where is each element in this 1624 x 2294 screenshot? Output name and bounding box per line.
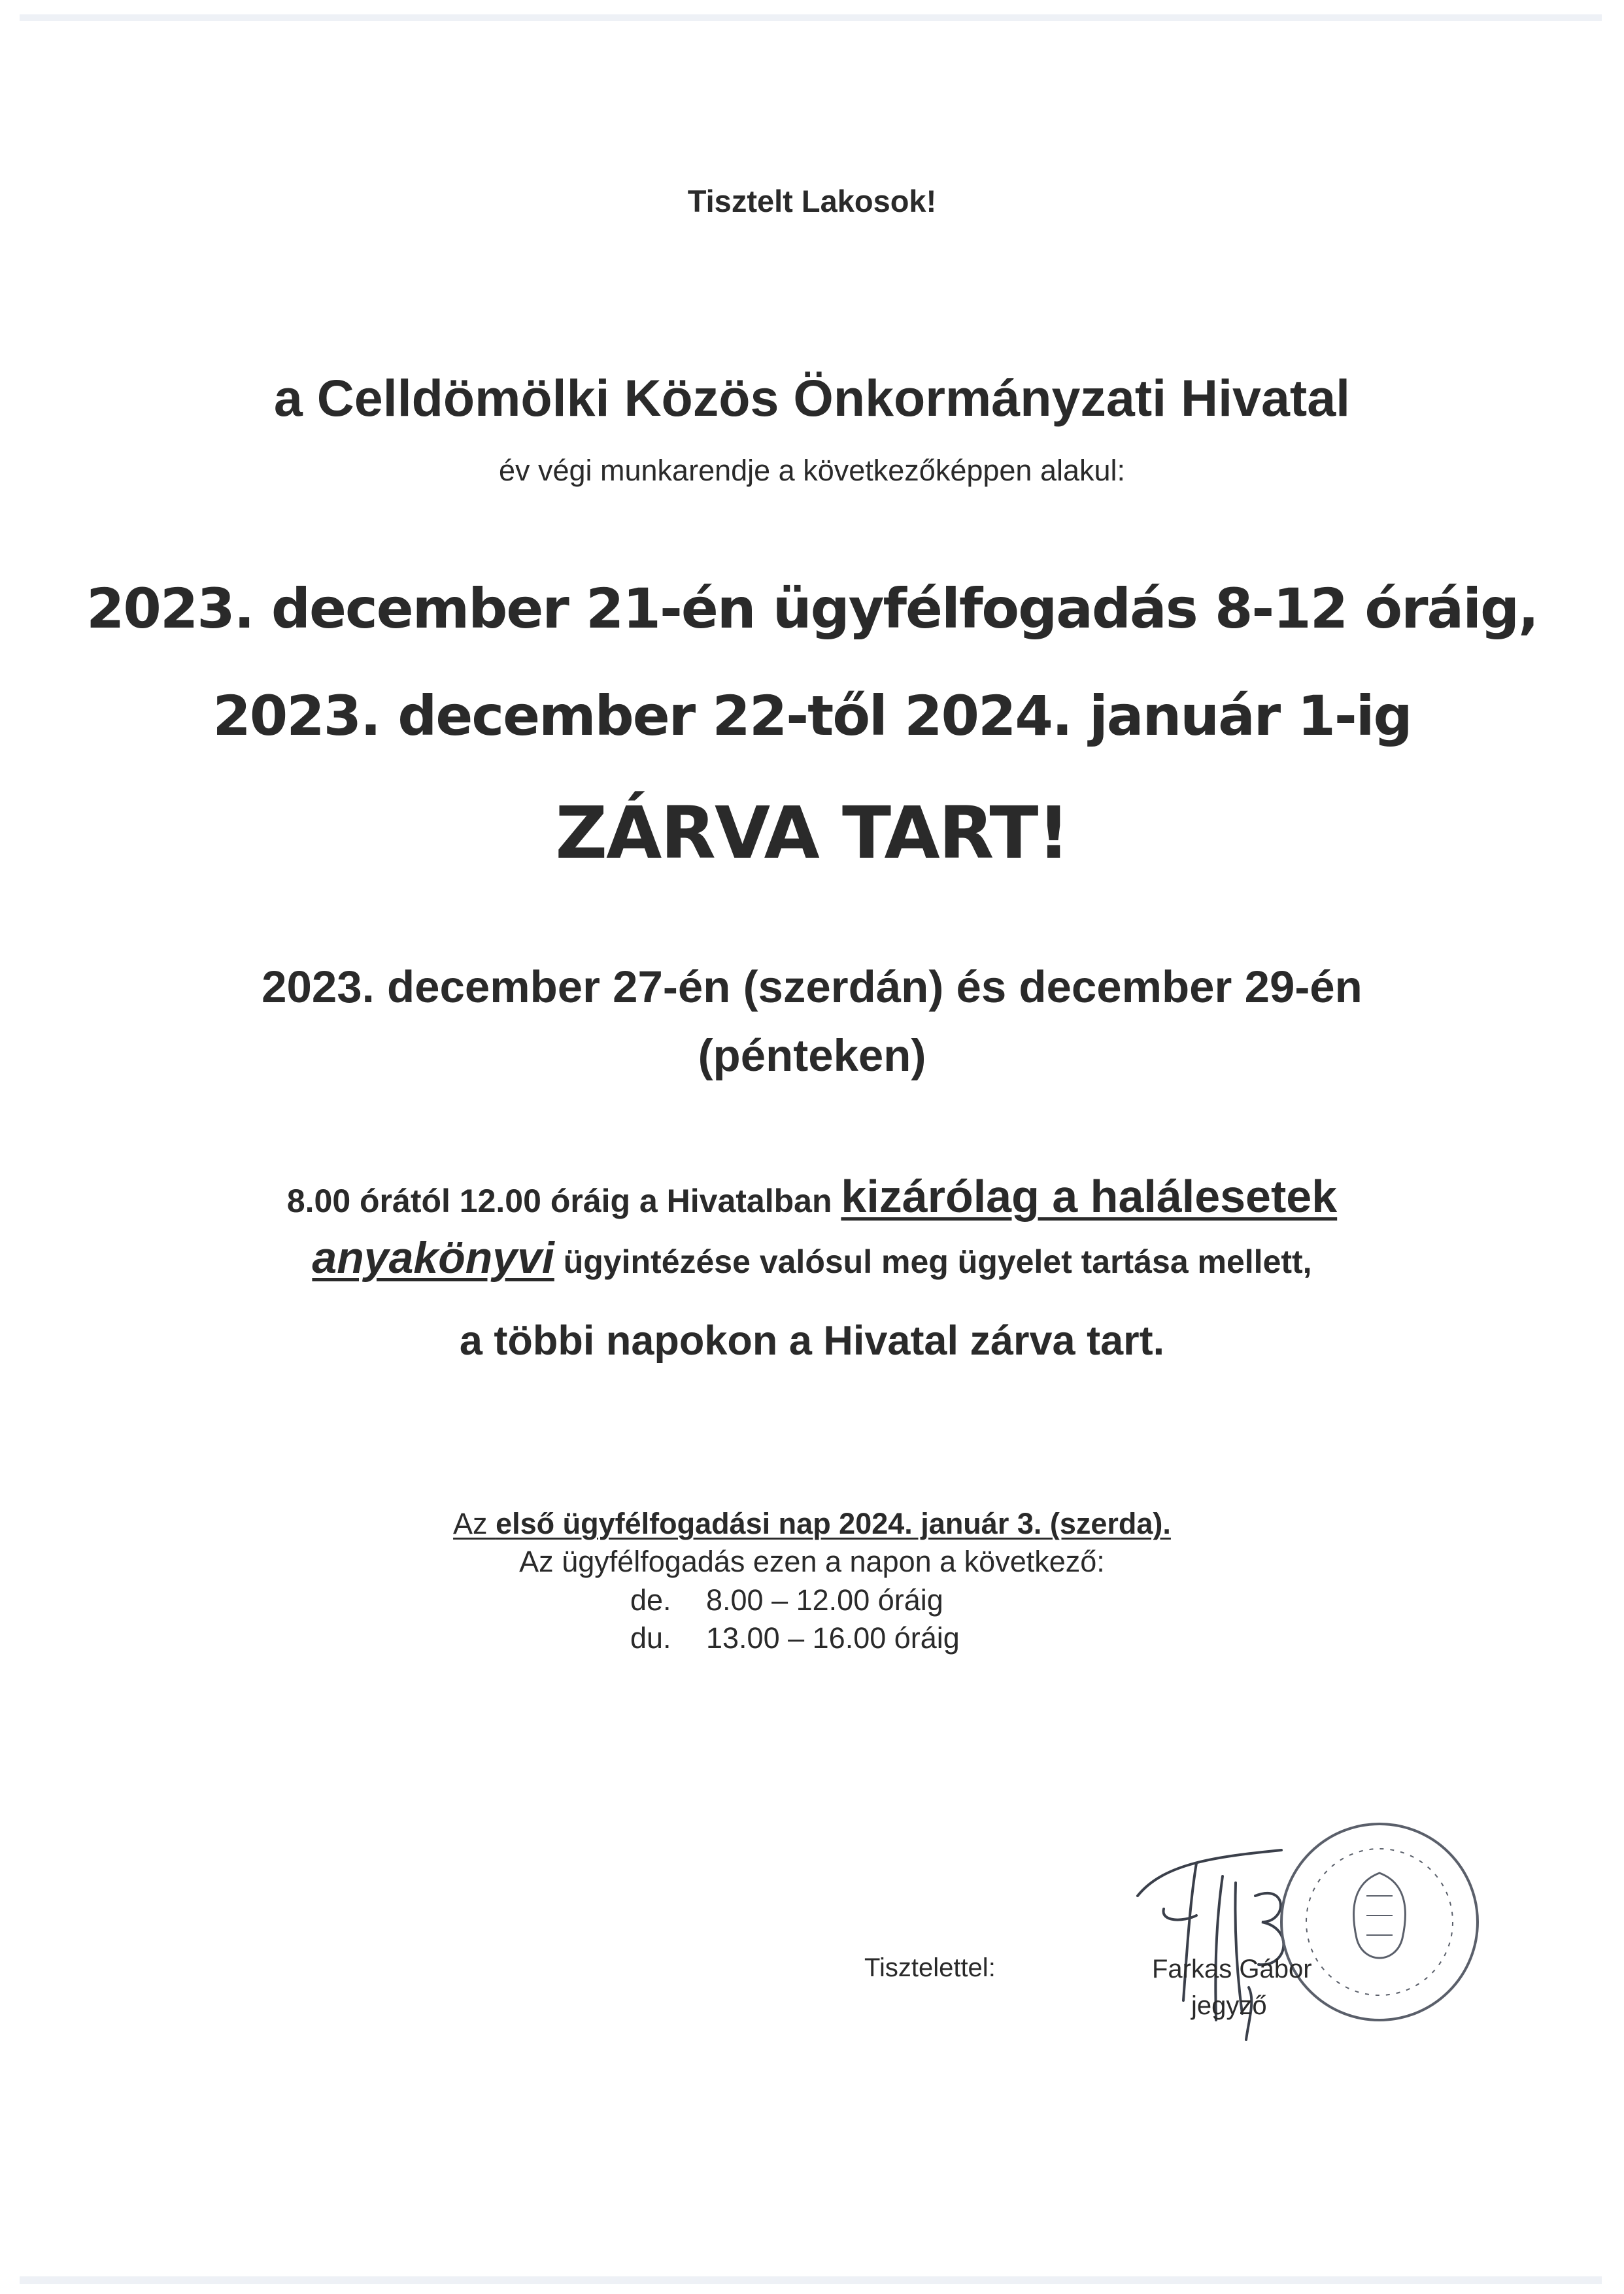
hours-intro: Az ügyfélfogadás ezen a napon a következő: [519, 1545, 1105, 1578]
first-day-notice [0, 1507, 1624, 1541]
first-day-text: első ügyfélfogadási nap 2024. január 3. (szerda). [496, 1507, 1171, 1540]
office-name: a Celldömölki Közös Önkormányzati Hivatal [273, 369, 1351, 427]
duty-paragraph-line-1 [0, 1170, 1624, 1223]
special-days-line-2: (pénteken) [698, 1030, 926, 1081]
duty-lead: 8.00 órától 12.00 óráig a Hivatalban [286, 1183, 841, 1219]
scan-edge-bottom [20, 2276, 1602, 2284]
first-day-prefix: Az [453, 1507, 496, 1540]
duty-paragraph-line-2 [0, 1232, 1624, 1283]
morning-hours: 8.00 – 12.00 óráig [706, 1583, 943, 1617]
schedule-line-1: 2023. december 21-én ügyfélfogadás 8-12 óráig, [86, 577, 1538, 641]
greeting: Tisztelt Lakosok! [687, 184, 937, 218]
subtitle: év végi munkarendje a következőképpen alakul: [498, 454, 1126, 487]
signatory-title: jegyző [1191, 1991, 1267, 2020]
official-stamp-seal [1268, 1811, 1491, 2033]
morning-prefix: de. [630, 1583, 671, 1617]
duty-emphasis-2: anyakönyvi [312, 1233, 554, 1283]
closed-notice: ZÁRVA TART! [555, 791, 1069, 875]
special-days-line-1: 2023. december 27-én (szerdán) és december 29-én [262, 962, 1362, 1012]
duty-rest: ügyintézése valósul meg ügyelet tartása mellett, [554, 1243, 1312, 1280]
afternoon-hours: 13.00 – 16.00 óráig [706, 1621, 960, 1655]
closing-salutation: Tisztelettel: [864, 1953, 996, 1982]
afternoon-prefix: du. [630, 1621, 671, 1655]
schedule-line-2: 2023. december 22-től 2024. január 1-ig [212, 684, 1412, 748]
signatory-name: Farkas Gábor [1152, 1955, 1312, 1983]
scan-edge-top [20, 14, 1602, 21]
other-days-notice: a többi napokon a Hivatal zárva tart. [459, 1318, 1165, 1364]
duty-emphasis-1: kizárólag a halálesetek [841, 1171, 1338, 1222]
